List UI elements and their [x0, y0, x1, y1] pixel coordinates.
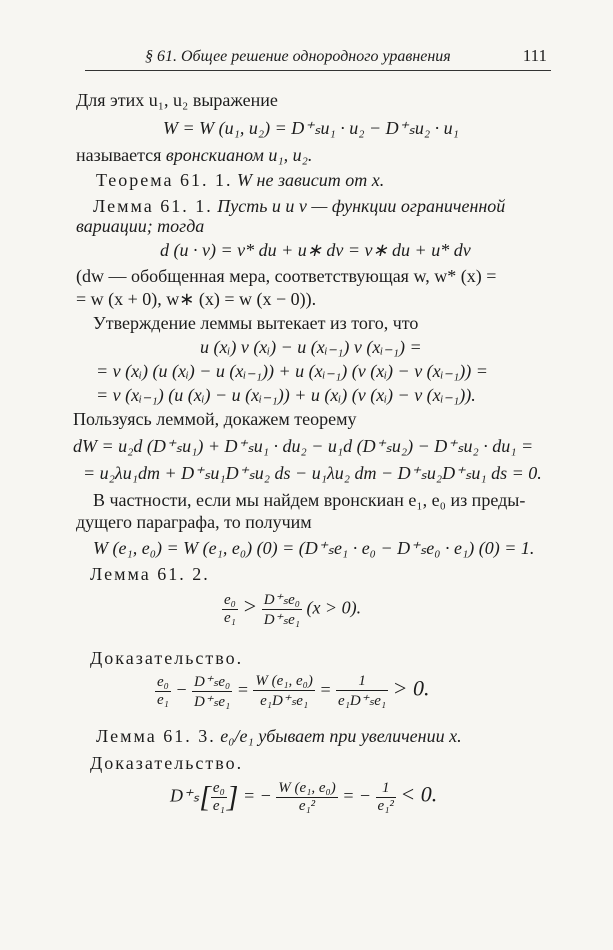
lemma1-statement-1: Пусть u и v — функции ограниченной: [217, 196, 506, 216]
proof1-fraction-b: [192, 672, 232, 711]
fraction-denominator: e₁²: [377, 798, 394, 814]
wronskian-definition-suffix: u₁, u₂.: [268, 145, 313, 165]
fraction-numerator: W (e₁, e₀): [278, 780, 336, 796]
section-title: § 61. Общее решение однородного уравнения: [145, 48, 451, 65]
fraction-numerator: D⁺ₛe₀: [263, 592, 300, 608]
greater-sign: >: [242, 593, 258, 619]
intro-line: Для этих u₁, u₂ выражение: [76, 90, 278, 110]
left-bracket: [: [199, 780, 211, 814]
wronskian-definition: [76, 145, 312, 166]
right-bracket: ]: [226, 780, 239, 814]
equals-minus: = −: [342, 785, 372, 806]
lemma-61-1: [93, 196, 505, 217]
derivative-operator: D⁺ₛ: [170, 785, 200, 806]
lemma1-note-1: (dw — обобщенная мера, соответствующая w, w* (x) =: [76, 266, 497, 286]
lemma1-formula: d (u · v) = v* du + u∗ dv = v∗ du + u* dv: [160, 240, 471, 260]
proof2-fraction-b: [276, 780, 337, 815]
proof1-fraction-a: [155, 674, 171, 709]
lemma3-label: Лемма 61. 3.: [96, 726, 216, 746]
theorem-proof-line-2: = u₂λu₁dm + D⁺ₛu₁D⁺ₛu₂ ds − u₁λu₂ dm − D⁺ₛu₂D⁺ₛu₁ ds = 0.: [83, 463, 542, 483]
proof-label-2: Доказательство.: [90, 753, 244, 773]
lemma3-proof-formula: [170, 780, 437, 815]
theorem-proof-line-1: dW = u₂d (D⁺ₛu₁) + D⁺ₛu₁ · du₂ − u₁d (D⁺ₛu₂) − D⁺ₛu₂ · du₁ =: [73, 436, 534, 456]
wronskian-term: вронскианом: [165, 145, 264, 165]
fraction-numerator: 1: [336, 673, 388, 691]
proof-label-1: Доказательство.: [90, 648, 244, 668]
fraction-denominator: e₁: [224, 610, 236, 626]
lemma2-formula: [222, 590, 361, 629]
fraction-denominator: e₁D⁺ₛe₁: [260, 693, 309, 709]
fraction-numerator: 1: [376, 780, 396, 798]
fraction-numerator: D⁺ₛe₀: [194, 674, 231, 690]
fraction-denominator: e₁: [212, 798, 225, 814]
proof2-fraction-a: [211, 780, 227, 815]
fraction-denominator: D⁺ₛe₁: [194, 694, 231, 710]
fraction-denominator: D⁺ₛe₁: [263, 612, 300, 628]
particular-line-1: В частности, если мы найдем вронскиан e₁, e₀ из преды-: [93, 490, 526, 510]
particular-formula: W (e₁, e₀) = W (e₁, e₀) (0) = (D⁺ₛe₁ · e₀ − D⁺ₛe₀ · e₁) (0) = 1.: [93, 538, 535, 558]
proof2-fraction-c: [376, 780, 396, 815]
lemma1-proof-intro: Утверждение леммы вытекает из того, что: [93, 313, 419, 333]
lemma2-condition: (x > 0).: [306, 597, 362, 618]
proof2-conclusion: < 0.: [400, 781, 438, 807]
lemma1-note-2: = w (x + 0), w∗ (x) = w (x − 0)).: [76, 289, 317, 309]
equals-sign: =: [236, 679, 249, 700]
lemma1-proof-line-1: u (xᵢ) v (xᵢ) − u (xᵢ₋₁) v (xᵢ₋₁) =: [200, 337, 422, 357]
particular-line-2: дущего параграфа, то получим: [76, 512, 312, 532]
fraction-denominator: e₁²: [298, 798, 316, 814]
running-header: [85, 48, 551, 71]
fraction-numerator: e₀: [224, 592, 236, 608]
page-number: 111: [522, 46, 547, 65]
theorem-label: Теорема 61. 1.: [96, 170, 233, 190]
lemma2-fraction-right: [262, 590, 302, 629]
lemma-61-3: [96, 726, 462, 747]
theorem-61-1: [96, 170, 384, 191]
lemma3-statement: e₀/e₁ убывает при увеличении x.: [220, 726, 462, 746]
lemma2-fraction-left: [222, 592, 238, 627]
proof1-conclusion: > 0.: [392, 675, 430, 701]
lemma1-label: Лемма 61. 1.: [93, 196, 213, 216]
minus-sign: −: [175, 679, 188, 700]
lemma1-proof-line-3: = v (xᵢ₋₁) (u (xᵢ) − u (xᵢ₋₁)) + u (xᵢ) (v (xᵢ) − v (xᵢ₋₁)).: [96, 385, 476, 405]
theorem-statement: W не зависит от x.: [237, 170, 385, 190]
lemma2-proof-formula: [155, 672, 430, 711]
fraction-numerator: e₀: [157, 674, 169, 690]
fraction-denominator: e₁: [157, 692, 169, 708]
equals-minus: = −: [242, 785, 272, 806]
lemma2-label: Лемма 61. 2.: [90, 564, 210, 584]
fraction-denominator: e₁D⁺ₛe₁: [338, 693, 387, 709]
lemma1-statement-2: вариации; тогда: [76, 216, 205, 236]
proof1-fraction-c: [253, 673, 314, 710]
lemma1-proof-line-2: = v (xᵢ) (u (xᵢ) − u (xᵢ₋₁)) + u (xᵢ₋₁) (v (xᵢ) − v (xᵢ₋₁)) =: [96, 361, 488, 381]
wronskian-formula: W = W (u₁, u₂) = D⁺ₛu₁ · u₂ − D⁺ₛu₂ · u₁: [163, 118, 459, 138]
proof1-fraction-d: [336, 673, 388, 710]
wronskian-definition-prefix: называется: [76, 145, 162, 165]
fraction-numerator: W (e₁, e₀): [255, 673, 313, 689]
equals-sign: =: [319, 679, 332, 700]
fraction-numerator: e₀: [212, 780, 225, 796]
theorem-proof-intro: Пользуясь леммой, докажем теорему: [73, 409, 357, 429]
